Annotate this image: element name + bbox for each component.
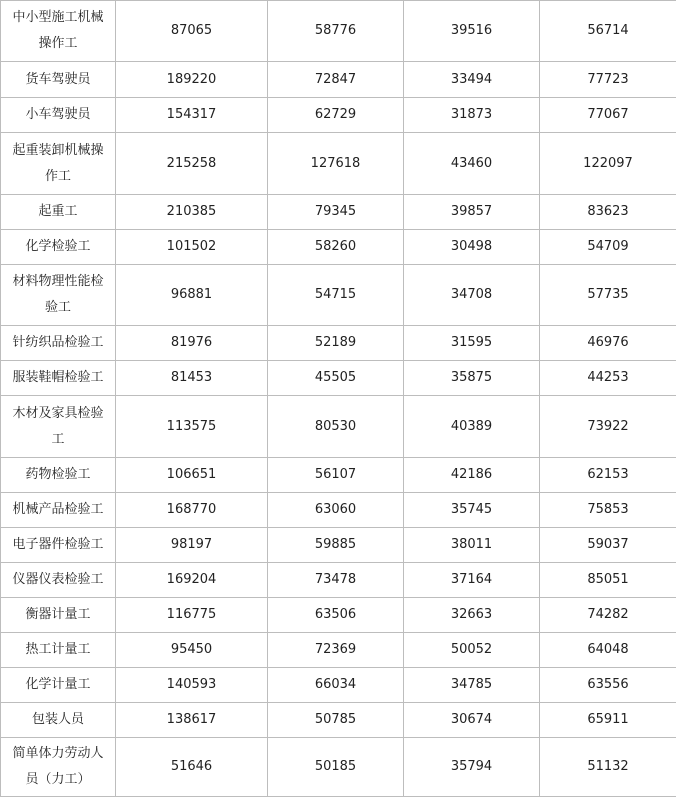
table-row [1, 738, 676, 797]
value-cell: 38011 [404, 528, 540, 563]
occupation-cell: 化学计量工 [1, 668, 116, 703]
occupation-cell: 机械产品检验工 [1, 493, 116, 528]
value-cell: 56107 [268, 458, 404, 493]
value-cell: 33494 [404, 62, 540, 98]
value-cell: 81976 [116, 326, 268, 361]
value-cell: 35875 [404, 361, 540, 396]
value-cell: 51646 [116, 738, 268, 797]
table-row [1, 133, 676, 195]
value-cell: 77067 [540, 98, 676, 133]
value-cell: 42186 [404, 458, 540, 493]
table-row [1, 98, 676, 133]
value-cell: 57735 [540, 265, 676, 326]
occupation-cell: 起重装卸机械操作工 [1, 133, 116, 195]
value-cell: 81453 [116, 361, 268, 396]
value-cell: 51132 [540, 738, 676, 797]
value-cell: 65911 [540, 703, 676, 738]
value-cell: 66034 [268, 668, 404, 703]
value-cell: 35745 [404, 493, 540, 528]
table-row [1, 633, 676, 668]
value-cell: 77723 [540, 62, 676, 98]
value-cell: 34708 [404, 265, 540, 326]
occupation-cell: 衡器计量工 [1, 598, 116, 633]
value-cell: 39516 [404, 1, 540, 62]
occupation-cell: 小车驾驶员 [1, 98, 116, 133]
value-cell: 138617 [116, 703, 268, 738]
occupation-cell: 货车驾驶员 [1, 62, 116, 98]
table-row [1, 62, 676, 98]
occupation-cell: 化学检验工 [1, 230, 116, 265]
value-cell: 189220 [116, 62, 268, 98]
table-row [1, 703, 676, 738]
table-row [1, 230, 676, 265]
occupation-cell: 服装鞋帽检验工 [1, 361, 116, 396]
value-cell: 54715 [268, 265, 404, 326]
value-cell: 95450 [116, 633, 268, 668]
table-row [1, 563, 676, 598]
value-cell: 106651 [116, 458, 268, 493]
value-cell: 85051 [540, 563, 676, 598]
occupation-cell: 仪器仪表检验工 [1, 563, 116, 598]
value-cell: 154317 [116, 98, 268, 133]
value-cell: 80530 [268, 396, 404, 458]
value-cell: 122097 [540, 133, 676, 195]
value-cell: 116775 [116, 598, 268, 633]
value-cell: 63506 [268, 598, 404, 633]
occupation-cell: 简单体力劳动人员（力工） [1, 738, 116, 797]
value-cell: 50785 [268, 703, 404, 738]
table-row [1, 361, 676, 396]
table-row [1, 326, 676, 361]
value-cell: 59037 [540, 528, 676, 563]
value-cell: 169204 [116, 563, 268, 598]
value-cell: 31595 [404, 326, 540, 361]
value-cell: 75853 [540, 493, 676, 528]
value-cell: 54709 [540, 230, 676, 265]
value-cell: 98197 [116, 528, 268, 563]
value-cell: 168770 [116, 493, 268, 528]
occupation-cell: 热工计量工 [1, 633, 116, 668]
value-cell: 62729 [268, 98, 404, 133]
value-cell: 64048 [540, 633, 676, 668]
occupation-cell: 材料物理性能检验工 [1, 265, 116, 326]
value-cell: 83623 [540, 195, 676, 230]
value-cell: 59885 [268, 528, 404, 563]
value-cell: 215258 [116, 133, 268, 195]
table-row [1, 1, 676, 62]
value-cell: 63060 [268, 493, 404, 528]
table-row [1, 265, 676, 326]
value-cell: 35794 [404, 738, 540, 797]
value-cell: 56714 [540, 1, 676, 62]
value-cell: 30674 [404, 703, 540, 738]
value-cell: 72847 [268, 62, 404, 98]
table-row [1, 598, 676, 633]
value-cell: 44253 [540, 361, 676, 396]
table-body [1, 1, 676, 797]
value-cell: 37164 [404, 563, 540, 598]
value-cell: 46976 [540, 326, 676, 361]
value-cell: 39857 [404, 195, 540, 230]
value-cell: 58776 [268, 1, 404, 62]
occupation-cell: 针纺织品检验工 [1, 326, 116, 361]
occupation-cell: 木材及家具检验工 [1, 396, 116, 458]
value-cell: 140593 [116, 668, 268, 703]
value-cell: 113575 [116, 396, 268, 458]
table-row [1, 528, 676, 563]
value-cell: 30498 [404, 230, 540, 265]
value-cell: 73922 [540, 396, 676, 458]
table-row [1, 493, 676, 528]
value-cell: 87065 [116, 1, 268, 62]
table-row [1, 396, 676, 458]
value-cell: 73478 [268, 563, 404, 598]
value-cell: 40389 [404, 396, 540, 458]
value-cell: 79345 [268, 195, 404, 230]
value-cell: 62153 [540, 458, 676, 493]
value-cell: 63556 [540, 668, 676, 703]
occupation-cell: 电子器件检验工 [1, 528, 116, 563]
value-cell: 31873 [404, 98, 540, 133]
value-cell: 34785 [404, 668, 540, 703]
value-cell: 50185 [268, 738, 404, 797]
value-cell: 210385 [116, 195, 268, 230]
value-cell: 74282 [540, 598, 676, 633]
value-cell: 72369 [268, 633, 404, 668]
occupation-cell: 中小型施工机械操作工 [1, 1, 116, 62]
value-cell: 32663 [404, 598, 540, 633]
table-row [1, 668, 676, 703]
occupation-cell: 包装人员 [1, 703, 116, 738]
value-cell: 96881 [116, 265, 268, 326]
value-cell: 101502 [116, 230, 268, 265]
value-cell: 50052 [404, 633, 540, 668]
table-row [1, 458, 676, 493]
value-cell: 43460 [404, 133, 540, 195]
value-cell: 58260 [268, 230, 404, 265]
value-cell: 52189 [268, 326, 404, 361]
table-row [1, 195, 676, 230]
value-cell: 45505 [268, 361, 404, 396]
value-cell: 127618 [268, 133, 404, 195]
occupation-cell: 药物检验工 [1, 458, 116, 493]
occupation-cell: 起重工 [1, 195, 116, 230]
